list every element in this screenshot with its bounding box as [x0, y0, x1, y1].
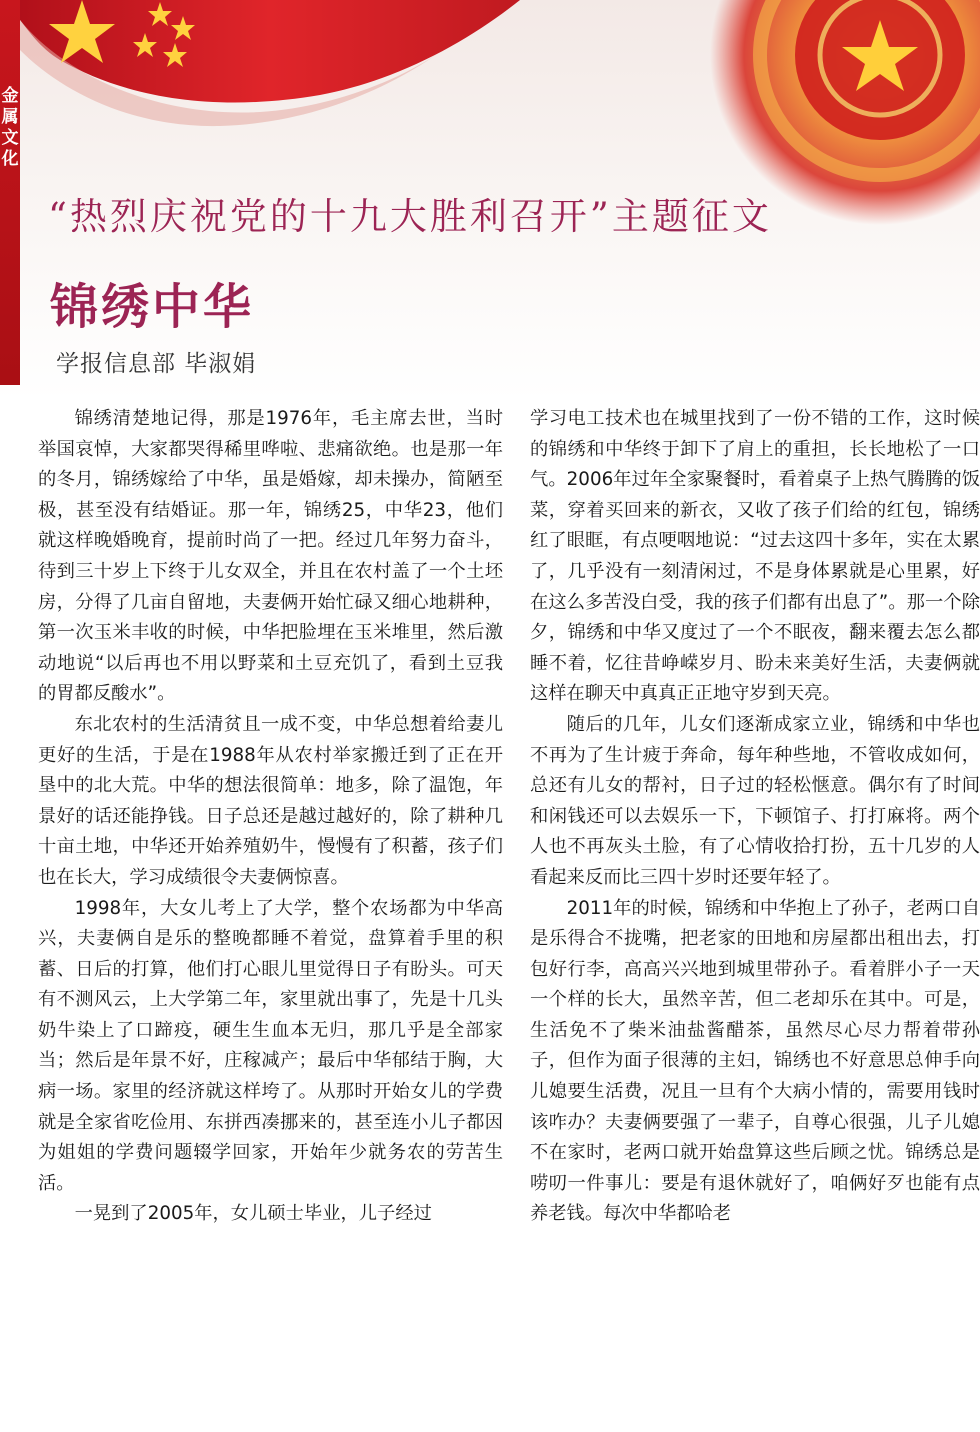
paragraph: 锦绣清楚地记得，那是1976年，毛主席去世，当时举国哀悼，大家都哭得稀里哗啦、悲痛欲绝。也是那一年的冬月，锦绣嫁给了中华，虽是婚嫁，却未操办，简陋至极，甚至没有结婚证。那一年，锦绣25，中华23，他们就这样晚婚晚育，提前时尚了一把。经过几年努力奋斗，待到三十岁上下终于儿女双全，并且在农村盖了一个土坯房，分得了几亩自留地，夫妻俩开始忙碌又细心地耕种，第一次玉米丰收的时候，中华把脸埋在玉米堆里，然后激动地说“以后再也不用以野菜和土豆充饥了，看到土豆我的胃都反酸水”。	[38, 408, 503, 705]
section-tab-label: 金属文化	[1, 86, 19, 169]
paragraph-continued: 学习电工技术也在城里找到了一份不错的工作，这时候的锦绣和中华终于卸下了肩上的重担，长长地松了一口气。2006年过年全家聚餐时，看着桌子上热气腾腾的饭菜，穿着买回来的新衣，又收了孩子们给的红包，锦绣红了眼眶，有点哽咽地说：“过去这四十多年，实在太累了，几乎没有一刻清闲过，不是身体累就是心里累，好在这么多苦没白受，我的孩子们都有出息了”。那一个除夕，锦绣和中华又度过了一个不眠夜，翻来覆去怎么都睡不着，忆往昔峥嵘岁月、盼未来美好生活，夫妻俩就这样在聊天中真真正正地守岁到天亮。	[530, 408, 980, 705]
article-title: 锦绣中华	[50, 279, 255, 335]
paragraph: 一晃到了2005年，女儿硕士毕业，儿子经过	[74, 1203, 432, 1225]
section-tab	[0, 0, 20, 385]
paragraph: 2011年的时候，锦绣和中华抱上了孙子，老两口自是乐得合不拢嘴，把老家的田地和房屋都出租出去，打包好行李，高高兴兴地到城里带孙子。看着胖小子一天一个样的长大，虽然辛苦，但二老却乐在其中。可是，生活免不了柴米油盐酱醋茶，虽然尽心尽力帮着带孙子，但作为面子很薄的主妇，锦绣也不好意思总伸手向儿媳要生活费，况且一旦有个大病小情的，需要用钱时该咋办？夫妻俩要强了一辈子，自尊心很强，儿子儿媳不在家时，老两口就开始盘算这些后顾之忧。锦绣总是唠叨一件事儿：要是有退休就好了，咱俩好歹也能有点养老钱。每次中华都哈老	[530, 897, 980, 1225]
paragraph: 1998年，大女儿考上了大学，整个农场都为中华高兴，夫妻俩自是乐的整晚都睡不着觉，盘算着手里的积蓄、日后的打算，他们打心眼儿里觉得日子有盼头。可天有不测风云，上大学第二年，家里就出事了，先是十几头奶牛染上了口蹄疫，硬生生血本无归，那几乎是全部家当；然后是年景不好，庄稼减产；最后中华郁结于胸，大病一场。家里的经济就这样垮了。从那时开始女儿的学费就是全家省吃俭用、东拼西凑挪来的，甚至连小儿子都因为姐姐的学费问题辍学回家，开始年少就务农的劳苦生活。	[38, 897, 503, 1194]
essay-theme-subtitle: “热烈庆祝党的十九大胜利召开”主题征文	[48, 195, 772, 238]
paragraph: 东北农村的生活清贫且一成不变，中华总想着给妻儿更好的生活，于是在1988年从农村举家搬迁到了正在开垦中的北大荒。中华的想法很简单：地多，除了温饱，年景好的话还能挣钱。日子总还是越过越好的，除了耕种几十亩土地，中华还开始养殖奶牛，慢慢有了积蓄，孩子们也在长大，学习成绩很令夫妻俩惊喜。	[38, 713, 503, 888]
article-author: 学报信息部 毕淑娟	[56, 351, 257, 377]
paragraph: 随后的几年，儿女们逐渐成家立业，锦绣和中华也不再为了生计疲于奔命，每年种些地，不管收成如何，总还有儿女的帮衬，日子过的轻松惬意。偶尔有了时间和闲钱还可以去娱乐一下，下顿馆子、打打麻将。两个人也不再灰头土脸，有了心情收拾打扮，五十几岁的人看起来反而比三四十岁时还要年轻了。	[530, 713, 980, 888]
body-column-left	[38, 404, 503, 1230]
body-column-right	[530, 404, 980, 1230]
